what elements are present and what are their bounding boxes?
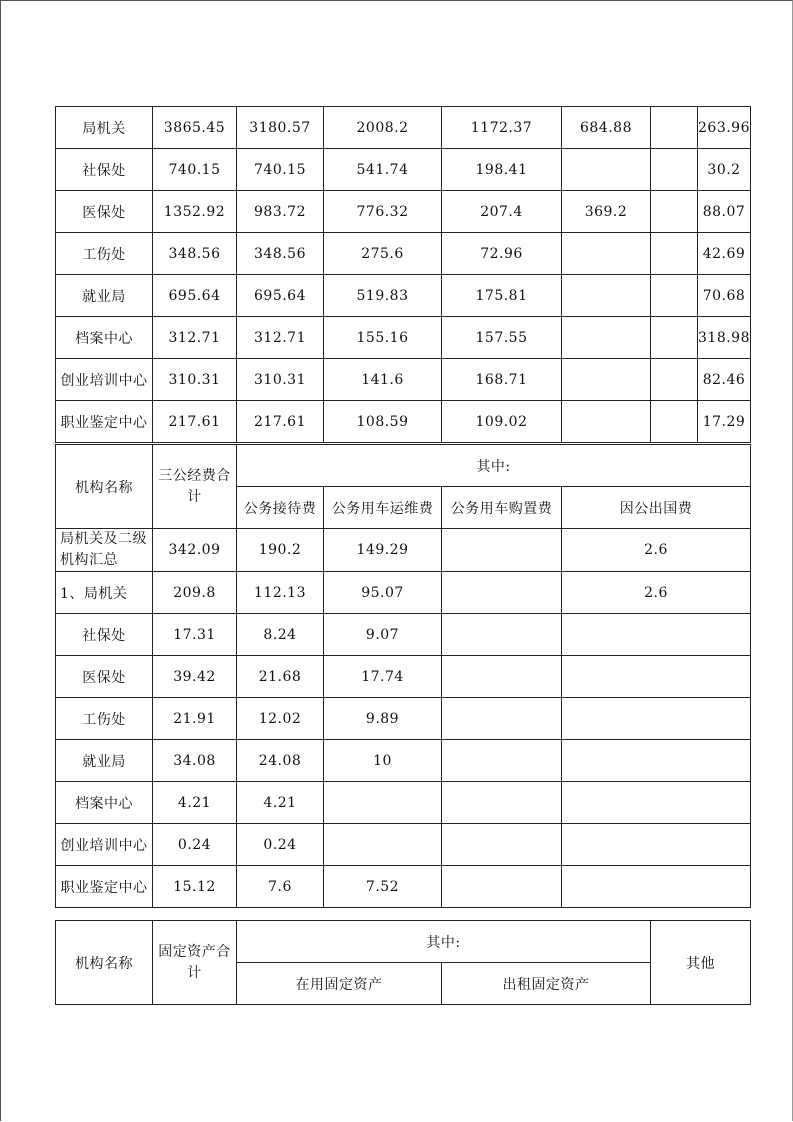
row-total: 4.21 xyxy=(153,782,237,824)
row-value-c7: 82.46 xyxy=(698,359,751,401)
row-value-c4: 207.4 xyxy=(442,191,562,233)
row-value-c6 xyxy=(651,191,698,233)
header-overseas: 因公出国费 xyxy=(562,487,751,529)
row-total: 15.12 xyxy=(153,866,237,908)
row-vehicle-ops: 149.29 xyxy=(324,529,442,572)
row-value-c6 xyxy=(651,359,698,401)
row-value-c3: 519.83 xyxy=(324,275,442,317)
row-overseas xyxy=(562,656,751,698)
row-value-c7: 17.29 xyxy=(698,401,751,443)
row-value-c5 xyxy=(562,401,651,443)
row-value-c5 xyxy=(562,233,651,275)
table-row xyxy=(56,401,751,443)
row-value-c1: 310.31 xyxy=(153,359,237,401)
row-org-name: 就业局 xyxy=(56,275,153,317)
row-value-c2: 3180.57 xyxy=(237,107,324,149)
row-vehicle-ops: 95.07 xyxy=(324,572,442,614)
row-value-c3: 776.32 xyxy=(324,191,442,233)
row-value-c2: 695.64 xyxy=(237,275,324,317)
table-row xyxy=(56,529,751,572)
row-vehicle-purchase xyxy=(442,656,562,698)
row-value-c1: 312.71 xyxy=(153,317,237,359)
row-vehicle-ops: 9.89 xyxy=(324,698,442,740)
header-of-which: 其中: xyxy=(237,921,651,963)
row-value-c4: 157.55 xyxy=(442,317,562,359)
table-row xyxy=(56,317,751,359)
table-header-row xyxy=(56,921,751,963)
row-value-c4: 168.71 xyxy=(442,359,562,401)
row-value-c4: 198.41 xyxy=(442,149,562,191)
expenditure-table xyxy=(55,106,751,443)
header-org-name: 机构名称 xyxy=(56,921,153,1005)
row-name: 1、局机关 xyxy=(56,572,153,614)
row-value-c7: 30.2 xyxy=(698,149,751,191)
header-reception: 公务接待费 xyxy=(237,487,324,529)
table-row xyxy=(56,107,751,149)
row-value-c2: 983.72 xyxy=(237,191,324,233)
row-reception: 7.6 xyxy=(237,866,324,908)
table-row xyxy=(56,191,751,233)
row-value-c7: 42.69 xyxy=(698,233,751,275)
row-name: 工伤处 xyxy=(56,698,153,740)
row-value-c5 xyxy=(562,359,651,401)
row-value-c2: 740.15 xyxy=(237,149,324,191)
row-overseas xyxy=(562,740,751,782)
row-overseas xyxy=(562,698,751,740)
row-value-c3: 275.6 xyxy=(324,233,442,275)
three-public-expenses-table xyxy=(55,444,751,908)
row-reception: 4.21 xyxy=(237,782,324,824)
header-leased: 出租固定资产 xyxy=(442,963,651,1005)
row-reception: 21.68 xyxy=(237,656,324,698)
row-vehicle-purchase xyxy=(442,740,562,782)
row-value-c1: 695.64 xyxy=(153,275,237,317)
row-name: 档案中心 xyxy=(56,782,153,824)
row-value-c1: 217.61 xyxy=(153,401,237,443)
row-org-name: 医保处 xyxy=(56,191,153,233)
row-overseas xyxy=(562,782,751,824)
row-value-c7: 263.96 xyxy=(698,107,751,149)
table-row xyxy=(56,824,751,866)
row-overseas: 2.6 xyxy=(562,529,751,572)
row-total: 342.09 xyxy=(153,529,237,572)
row-value-c6 xyxy=(651,317,698,359)
row-total: 39.42 xyxy=(153,656,237,698)
header-vehicle-purchase: 公务用车购置费 xyxy=(442,487,562,529)
row-value-c7: 88.07 xyxy=(698,191,751,233)
row-value-c3: 141.6 xyxy=(324,359,442,401)
table-row xyxy=(56,359,751,401)
row-value-c1: 348.56 xyxy=(153,233,237,275)
row-vehicle-ops xyxy=(324,782,442,824)
row-total: 34.08 xyxy=(153,740,237,782)
row-value-c3: 2008.2 xyxy=(324,107,442,149)
row-value-c3: 155.16 xyxy=(324,317,442,359)
row-org-name: 局机关 xyxy=(56,107,153,149)
table-row xyxy=(56,866,751,908)
row-overseas xyxy=(562,614,751,656)
row-name: 职业鉴定中心 xyxy=(56,866,153,908)
table-row xyxy=(56,614,751,656)
row-value-c1: 1352.92 xyxy=(153,191,237,233)
row-total: 17.31 xyxy=(153,614,237,656)
table-row xyxy=(56,233,751,275)
row-reception: 8.24 xyxy=(237,614,324,656)
row-overseas xyxy=(562,824,751,866)
row-value-c2: 348.56 xyxy=(237,233,324,275)
row-total: 21.91 xyxy=(153,698,237,740)
table-header-row xyxy=(56,445,751,487)
header-other: 其他 xyxy=(651,921,751,1005)
row-vehicle-ops: 10 xyxy=(324,740,442,782)
row-vehicle-purchase xyxy=(442,824,562,866)
table-row xyxy=(56,149,751,191)
row-vehicle-ops: 7.52 xyxy=(324,866,442,908)
row-value-c6 xyxy=(651,401,698,443)
row-value-c3: 541.74 xyxy=(324,149,442,191)
row-value-c6 xyxy=(651,149,698,191)
row-value-c7: 318.98 xyxy=(698,317,751,359)
row-value-c5 xyxy=(562,317,651,359)
row-vehicle-ops: 9.07 xyxy=(324,614,442,656)
row-value-c4: 109.02 xyxy=(442,401,562,443)
row-total: 209.8 xyxy=(153,572,237,614)
header-total: 三公经费合计 xyxy=(153,445,237,529)
row-value-c5 xyxy=(562,275,651,317)
row-name: 创业培训中心 xyxy=(56,824,153,866)
row-value-c5: 684.88 xyxy=(562,107,651,149)
row-name: 就业局 xyxy=(56,740,153,782)
header-in-use: 在用固定资产 xyxy=(237,963,442,1005)
row-vehicle-purchase xyxy=(442,529,562,572)
row-name: 医保处 xyxy=(56,656,153,698)
row-value-c2: 310.31 xyxy=(237,359,324,401)
row-value-c3: 108.59 xyxy=(324,401,442,443)
table-row xyxy=(56,698,751,740)
header-of-which: 其中: xyxy=(237,445,751,487)
row-vehicle-ops xyxy=(324,824,442,866)
row-org-name: 创业培训中心 xyxy=(56,359,153,401)
row-reception: 24.08 xyxy=(237,740,324,782)
row-value-c7: 70.68 xyxy=(698,275,751,317)
row-org-name: 社保处 xyxy=(56,149,153,191)
row-value-c1: 3865.45 xyxy=(153,107,237,149)
row-org-name: 工伤处 xyxy=(56,233,153,275)
row-reception: 0.24 xyxy=(237,824,324,866)
table-row xyxy=(56,275,751,317)
row-overseas xyxy=(562,866,751,908)
row-value-c6 xyxy=(651,233,698,275)
row-vehicle-purchase xyxy=(442,782,562,824)
row-name: 社保处 xyxy=(56,614,153,656)
row-total: 0.24 xyxy=(153,824,237,866)
row-value-c5 xyxy=(562,149,651,191)
row-value-c4: 175.81 xyxy=(442,275,562,317)
table-row xyxy=(56,656,751,698)
row-vehicle-purchase xyxy=(442,614,562,656)
row-value-c6 xyxy=(651,275,698,317)
row-value-c6 xyxy=(651,107,698,149)
row-value-c5: 369.2 xyxy=(562,191,651,233)
row-value-c4: 1172.37 xyxy=(442,107,562,149)
row-org-name: 档案中心 xyxy=(56,317,153,359)
fixed-assets-table xyxy=(55,920,751,1005)
table-row xyxy=(56,572,751,614)
row-value-c2: 217.61 xyxy=(237,401,324,443)
row-name: 局机关及二级机构汇总 xyxy=(56,529,153,572)
row-vehicle-purchase xyxy=(442,866,562,908)
table-row xyxy=(56,782,751,824)
header-vehicle-ops: 公务用车运维费 xyxy=(324,487,442,529)
table-row xyxy=(56,740,751,782)
header-total: 固定资产合计 xyxy=(153,921,237,1005)
row-vehicle-purchase xyxy=(442,698,562,740)
row-value-c4: 72.96 xyxy=(442,233,562,275)
row-reception: 12.02 xyxy=(237,698,324,740)
row-vehicle-purchase xyxy=(442,572,562,614)
row-overseas: 2.6 xyxy=(562,572,751,614)
header-org-name: 机构名称 xyxy=(56,445,153,529)
row-value-c2: 312.71 xyxy=(237,317,324,359)
row-reception: 190.2 xyxy=(237,529,324,572)
row-reception: 112.13 xyxy=(237,572,324,614)
row-org-name: 职业鉴定中心 xyxy=(56,401,153,443)
row-vehicle-ops: 17.74 xyxy=(324,656,442,698)
row-value-c1: 740.15 xyxy=(153,149,237,191)
